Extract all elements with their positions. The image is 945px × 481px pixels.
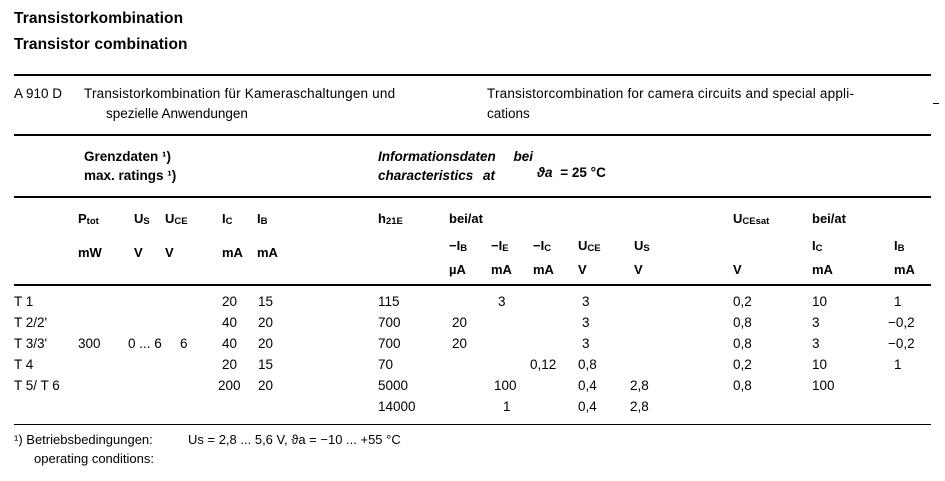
- cell-uce2: 3: [582, 336, 590, 351]
- cell-h21e: 5000: [378, 378, 409, 393]
- cell-ib2: 1: [894, 294, 902, 309]
- cell-minus-ic: 0,12: [530, 357, 557, 372]
- cell-ib: 20: [258, 378, 274, 393]
- cell-ib2: −0,2: [888, 315, 915, 330]
- unit-ucesat: V: [733, 262, 742, 277]
- unit-us: V: [134, 245, 143, 260]
- cell-uce2: 0,4: [578, 399, 597, 414]
- cell-ib2: 1: [894, 357, 902, 372]
- colhdr-minus-ic: −IC: [533, 238, 552, 254]
- colhdr-ic2: IC: [812, 238, 823, 254]
- unit-uce2: V: [578, 262, 587, 277]
- unit-ptot: mW: [78, 245, 102, 260]
- page-title-en: Transistor combination: [14, 36, 188, 53]
- cell-h21e: 14000: [378, 399, 416, 414]
- section-info-en-at: at: [483, 168, 496, 183]
- colhdr-us: US: [134, 211, 150, 227]
- cell-ic2: 10: [812, 294, 828, 309]
- cell-uce2: 0,4: [578, 378, 597, 393]
- unit-minus-ib: µA: [449, 262, 466, 277]
- cell-ib: 15: [258, 294, 274, 309]
- colhdr-minus-ie: −IE: [491, 238, 509, 254]
- unit-ic: mA: [222, 245, 243, 260]
- colhdr-beiat-1: bei/at: [449, 211, 483, 226]
- cell-ptot: 300: [78, 336, 101, 351]
- device-description-en-line2: cations: [487, 106, 530, 121]
- cell-ucesat: 0,8: [733, 315, 752, 330]
- cell-us: 0 ... 6: [128, 336, 162, 351]
- cell-minus-ie: 3: [498, 294, 506, 309]
- section-limits-de: Grenzdaten ¹): [84, 149, 172, 164]
- section-info-de-label: Informationsdaten: [378, 149, 496, 164]
- colhdr-ucesat: UCEsat: [733, 211, 770, 227]
- unit-us2: V: [634, 262, 643, 277]
- page-title-de: Transistorkombination: [14, 10, 184, 27]
- table-row: T 4: [14, 357, 34, 372]
- cell-ucesat: 0,2: [733, 294, 752, 309]
- divider-3: [14, 196, 931, 198]
- device-description-de-line2: spezielle Anwendungen: [106, 106, 248, 121]
- cell-ic: 200: [218, 378, 241, 393]
- cell-uce2: 3: [582, 315, 590, 330]
- table-row: T 3/3': [14, 336, 48, 351]
- cell-ib: 20: [258, 315, 274, 330]
- section-info-condition: [537, 163, 606, 182]
- section-info-de: [378, 147, 533, 166]
- cell-ib: 20: [258, 336, 274, 351]
- divider-5: [14, 424, 931, 425]
- footnote-label-de: ¹) Betriebsbedingungen:: [14, 432, 153, 447]
- cell-h21e: 700: [378, 336, 401, 351]
- colhdr-ib2: IB: [894, 238, 905, 254]
- table-row: T 1: [14, 294, 34, 309]
- cell-ic: 40: [222, 336, 238, 351]
- unit-uce: V: [165, 245, 174, 260]
- cell-ib: 15: [258, 357, 274, 372]
- cell-minus-ie: 100: [494, 378, 517, 393]
- divider-top: [14, 74, 931, 76]
- cell-h21e: 115: [378, 294, 400, 309]
- cell-minus-ie: 1: [503, 399, 511, 414]
- ambient-temp-value: = 25 °C: [560, 165, 606, 180]
- divider-4: [14, 284, 931, 286]
- cell-minus-ib: 20: [452, 336, 468, 351]
- title-block: [14, 6, 188, 58]
- cell-uce2: 3: [582, 294, 590, 309]
- table-row: T 2/2': [14, 315, 48, 330]
- colhdr-us2: US: [634, 238, 650, 254]
- section-limits-en: max. ratings ¹): [84, 168, 177, 183]
- ambient-temp-symbol: ϑa: [537, 165, 553, 180]
- device-description-de-line1: Transistorkombination für Kameraschaltungen und: [84, 86, 396, 101]
- cell-ib2: −0,2: [888, 336, 915, 351]
- unit-ic2: mA: [812, 262, 833, 277]
- unit-ib: mA: [257, 245, 278, 260]
- colhdr-beiat-2: bei/at: [812, 211, 846, 226]
- cell-minus-ib: 20: [452, 315, 468, 330]
- unit-ib2: mA: [894, 262, 915, 277]
- margin-tick: [933, 103, 939, 104]
- footnote-label-en: operating conditions:: [34, 451, 154, 466]
- cell-ic: 20: [222, 294, 238, 309]
- colhdr-minus-ib: −IB: [449, 238, 468, 254]
- cell-ic2: 100: [812, 378, 835, 393]
- cell-ucesat: 0,8: [733, 336, 752, 351]
- colhdr-ic: IC: [222, 211, 233, 227]
- colhdr-h21e: h21E: [378, 211, 403, 227]
- cell-us2: 2,8: [630, 399, 649, 414]
- cell-ic: 20: [222, 357, 238, 372]
- colhdr-uce2: UCE: [578, 238, 601, 254]
- unit-minus-ie: mA: [491, 262, 512, 277]
- device-description-en-line1: Transistorcombination for camera circuits and special appli-: [487, 86, 855, 101]
- cell-ucesat: 0,8: [733, 378, 752, 393]
- colhdr-ib: IB: [257, 211, 268, 227]
- cell-uce2: 0,8: [578, 357, 597, 372]
- device-code: A 910 D: [14, 86, 63, 101]
- cell-us2: 2,8: [630, 378, 649, 393]
- section-info-de-bei: bei: [513, 149, 534, 164]
- divider-2: [14, 134, 931, 136]
- cell-ic2: 3: [812, 336, 820, 351]
- unit-minus-ic: mA: [533, 262, 554, 277]
- cell-ucesat: 0,2: [733, 357, 752, 372]
- section-info-en: characteristics: [378, 168, 474, 183]
- table-row: T 5/ T 6: [14, 378, 60, 393]
- cell-ic2: 3: [812, 315, 820, 330]
- colhdr-ptot: Ptot: [78, 211, 99, 227]
- colhdr-uce: UCE: [165, 211, 188, 227]
- cell-h21e: 700: [378, 315, 401, 330]
- cell-h21e: 70: [378, 357, 394, 372]
- cell-ic2: 10: [812, 357, 828, 372]
- cell-uce: 6: [180, 336, 188, 351]
- footnote-value: Us = 2,8 ... 5,6 V, ϑa = −10 ... +55 °C: [188, 432, 401, 447]
- cell-ic: 40: [222, 315, 238, 330]
